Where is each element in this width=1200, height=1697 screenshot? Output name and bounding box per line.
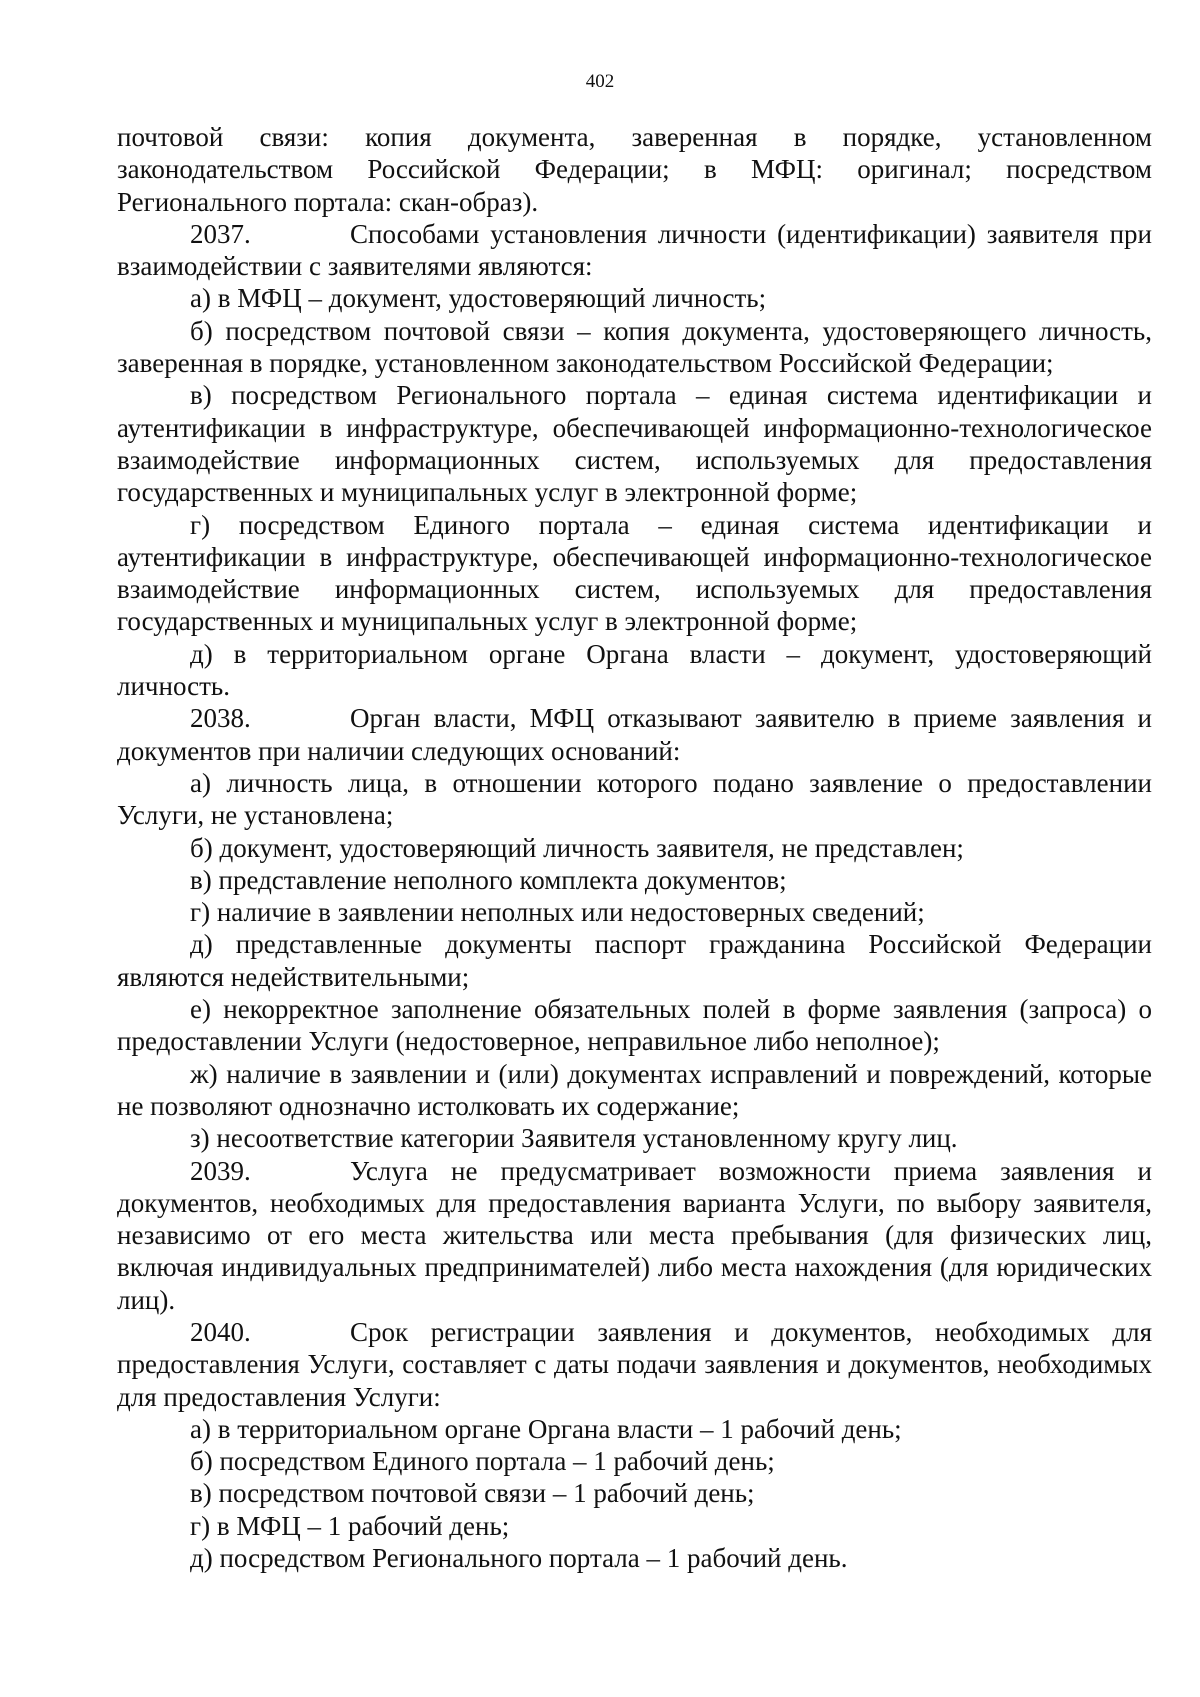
paragraph-text: почтовой связи: копия документа, заверенная в порядке, установленном законодательством Российской Федерации; в МФЦ: оригинал; посредством Регионального портала: скан-образ). bbox=[117, 122, 1152, 217]
list-item-text: в) посредством Регионального портала – единая система идентификации и аутентификации в инфраструктуре, обеспечивающей информационно-технологическое взаимодействие информационных систем, используемых для предоставления государственных и муниципальных услуг в электронной форме; bbox=[117, 380, 1152, 508]
clause-2037 bbox=[117, 218, 1152, 283]
clause-text: Орган власти, МФЦ отказывают заявителю в приеме заявления и документов при наличии следующих оснований: bbox=[117, 703, 1152, 766]
clause-text: Способами установления личности (идентификации) заявителя при взаимодействии с заявителями являются: bbox=[117, 218, 1152, 282]
list-item bbox=[117, 993, 1152, 1058]
list-item-text: б) посредством почтовой связи – копия документа, удостоверяющего личность, заверенная в порядке, установленном законодательством Российской Федерации; bbox=[117, 315, 1152, 379]
list-item bbox=[117, 767, 1152, 832]
list-item-text: ж) наличие в заявлении и (или) документах исправлений и повреждений, которые не позволяют однозначно истолковать их содержание; bbox=[117, 1058, 1152, 1121]
list-item bbox=[117, 864, 1152, 896]
list-item-text: а) в территориальном органе Органа власти – 1 рабочий день; bbox=[190, 1413, 902, 1444]
list-item bbox=[117, 638, 1152, 703]
list-item bbox=[117, 832, 1152, 864]
list-item-text: в) посредством почтовой связи – 1 рабочий день; bbox=[190, 1478, 755, 1509]
list-item-text: д) посредством Регионального портала – 1 рабочий день. bbox=[190, 1543, 848, 1574]
list-item-text: б) посредством Единого портала – 1 рабочий день; bbox=[190, 1446, 775, 1477]
list-item bbox=[117, 1542, 1152, 1574]
list-item bbox=[117, 896, 1152, 928]
list-item bbox=[117, 1413, 1152, 1445]
clause-number: 2037. bbox=[190, 218, 251, 249]
paragraph-continuation bbox=[117, 121, 1152, 218]
list-item-text: в) представление неполного комплекта документов; bbox=[190, 864, 787, 895]
list-item bbox=[117, 509, 1152, 638]
list-item bbox=[117, 1058, 1152, 1123]
clause-number: 2040. bbox=[190, 1316, 251, 1347]
list-item bbox=[117, 1445, 1152, 1477]
page-number: 402 bbox=[585, 71, 615, 92]
list-item bbox=[117, 315, 1152, 380]
list-item-text: г) в МФЦ – 1 рабочий день; bbox=[190, 1510, 510, 1541]
list-item-text: д) представленные документы паспорт гражданина Российской Федерации являются недействительными; bbox=[117, 929, 1152, 992]
list-item-text: а) в МФЦ – документ, удостоверяющий личность; bbox=[190, 283, 767, 314]
document-body bbox=[117, 121, 1152, 1574]
list-item bbox=[117, 1477, 1152, 1509]
list-item-text: е) некорректное заполнение обязательных полей в форме заявления (запроса) о предоставлении Услуги (недостоверное, неправильное либо неполное); bbox=[117, 994, 1152, 1057]
list-item-text: з) несоответствие категории Заявителя установленному кругу лиц. bbox=[190, 1123, 958, 1154]
list-item bbox=[117, 379, 1152, 508]
clause-2040 bbox=[117, 1316, 1152, 1413]
clause-2038 bbox=[117, 702, 1152, 767]
clause-2039 bbox=[117, 1155, 1152, 1316]
list-item-text: а) личность лица, в отношении которого подано заявление о предоставлении Услуги, не установлена; bbox=[117, 767, 1152, 831]
list-item bbox=[117, 1122, 1152, 1154]
list-item-text: г) посредством Единого портала – единая система идентификации и аутентификации в инфраструктуре, обеспечивающей информационно-технологическое взаимодействие информационных систем, используемых для предоставления государственных и муниципальных услуг в электронной форме; bbox=[117, 509, 1152, 637]
list-item-text: б) документ, удостоверяющий личность заявителя, не представлен; bbox=[190, 832, 964, 863]
list-item-text: д) в территориальном органе Органа власти – документ, удостоверяющий личность. bbox=[117, 638, 1152, 702]
clause-text: Услуга не предусматривает возможности приема заявления и документов, необходимых для предоставления варианта Услуги, по выбору заявителя, независимо от его места жительства или места пребывания (для физических лиц, включая индивидуальных предпринимателей) либо места нахождения (для юридических лиц). bbox=[117, 1155, 1152, 1315]
clause-text: Срок регистрации заявления и документов, необходимых для предоставления Услуги, составляет с даты подачи заявления и документов, необходимых для предоставления Услуги: bbox=[117, 1316, 1152, 1412]
list-item bbox=[117, 1510, 1152, 1542]
clause-number: 2039. bbox=[190, 1155, 251, 1186]
clause-number: 2038. bbox=[190, 703, 251, 734]
list-item-text: г) наличие в заявлении неполных или недостоверных сведений; bbox=[190, 897, 925, 928]
list-item bbox=[117, 928, 1152, 993]
list-item bbox=[117, 282, 1152, 314]
